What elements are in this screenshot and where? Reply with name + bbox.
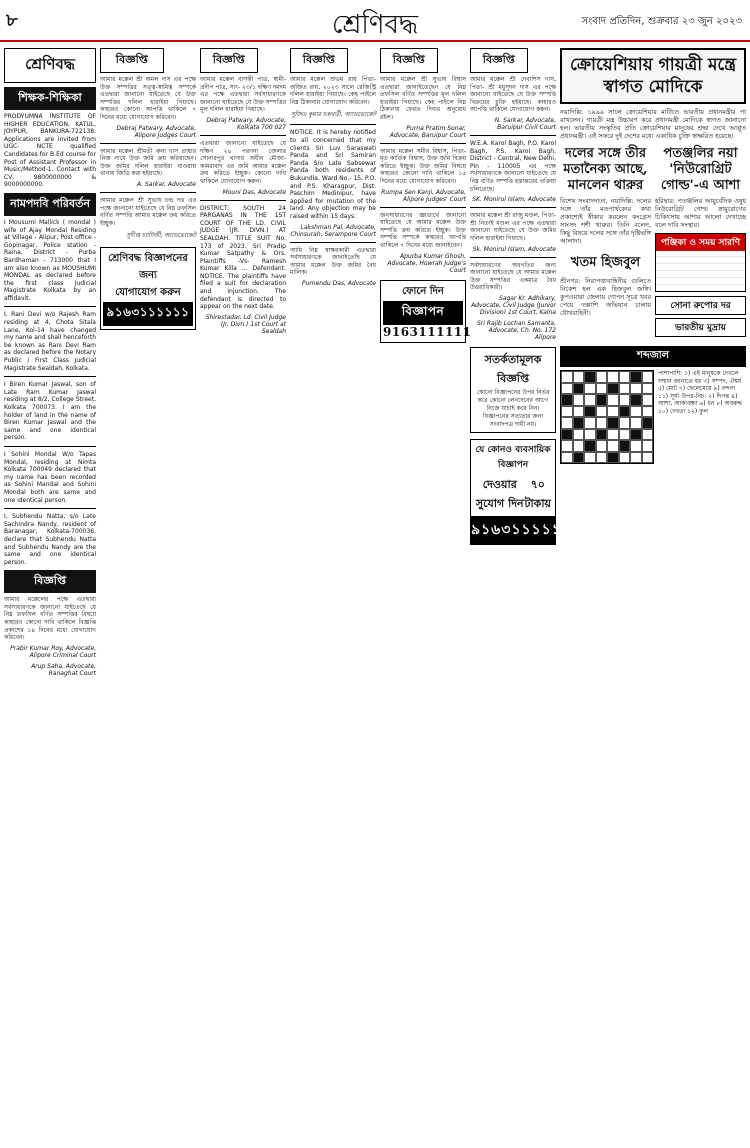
panel-heading: পঞ্জিকা ও সময় সারণি xyxy=(656,234,745,251)
section-title: শ্রেণিবদ্ধ xyxy=(331,10,419,40)
phone-ad-promo xyxy=(380,280,472,343)
court-signature: Shirestadar, Ld. Civil Judge (Jr. Divn.) 1st Court at Sealdah xyxy=(205,313,286,335)
advocate-signature: Lakshman Pal, Advocate, Chinsurah, Serampore Court xyxy=(290,223,376,238)
classified-ad xyxy=(4,513,96,566)
panel-body xyxy=(656,251,745,291)
advocate-signature: Rumpa Sen Kanji, Advocate, Alipore Judges' Court xyxy=(381,188,466,203)
advocate-signature: Sk. Monirul Islam, Advocate xyxy=(472,245,556,253)
ad-text: এতদ্বারা জানানো যাইতেছে যে দক্ষিণ ২৪ পরগনা জেলার সোনারপুর থানার অধীন মৌজা- কামরাবাদ এর জমি আমার মক্কেল ক্রয় করিতে ইচ্ছুক। কোনো দাবি থাকিলে যোগাযোগ করুন। xyxy=(200,139,286,185)
classified-ad xyxy=(200,205,286,311)
story-headline: খতম হিজবুল xyxy=(570,255,641,270)
lead-headline: ক্রোয়েশিয়ায় গায়ত্রী মন্ত্রে স্বাগত মোদিকে xyxy=(560,48,746,104)
ad-text: I Biren Kumar Jaswal, son of Late Ram Kumar Jaswal residing at 8/2, College Street, Kolkata 700073. I am the holder of land in the name of Biren Kumar Jaswal and the same and one identical person. xyxy=(4,381,96,442)
divider xyxy=(200,200,286,201)
notice-tab: বিজ্ঞপ্তি xyxy=(290,48,348,73)
story-text: শ্রীনগর: নিরাপত্তাবাহিনীর গুলিতে নিকেশ হল এক হিজবুল জঙ্গি। কুপওয়ারা জেলায় গোপন সূত্রে খবর পেয়ে তল্লাশি অভিযান চালায় যৌথবাহিনী। xyxy=(560,277,651,317)
classified-ad xyxy=(4,311,96,372)
ad-text: আমার মক্কেল বাসন্তী পাত্র, স্বামী-প্রদীপ পাত্র, সাং- ২৩/১ দক্ষিণ দমদম এর পক্ষে এতদ্বারা সর্বসাধারণকে জানানো যাইতেছে যে উক্ত সম্পত্তির মূল দলিল হারাইয়া গিয়াছে। xyxy=(200,76,286,114)
news-column-left xyxy=(560,140,651,340)
classified-column-3 xyxy=(200,48,286,1142)
ad-text: আমার মক্কেল শুভম রায় পিতা- অজিত রায়, ২০২৩ সালে রেজিস্ট্রি দলিল হারাইয়া গিয়াছে। কেহ পাইলে নিম্ন ঠিকানায় যোগাযোগ করিবেন। xyxy=(290,76,376,106)
classified-ad xyxy=(4,451,96,504)
divider xyxy=(470,257,556,258)
divider xyxy=(4,508,96,509)
promo-phone: ৯১৬৩১১১১১১ xyxy=(103,302,193,326)
divider xyxy=(380,143,466,144)
ad-line: যে কোনও ব্যবসায়িক বিজ্ঞাপন xyxy=(475,444,551,470)
classified-ad xyxy=(4,381,96,442)
column-header: শ্রেণিবদ্ধ xyxy=(4,48,96,83)
almanac-panel xyxy=(655,233,746,292)
advocate-signature: Purnendu Das, Advocate xyxy=(301,279,376,287)
ad-text: আমার মক্কেল সমীর বিশ্বাস, পিতা- মৃত কার্তিক বিশ্বাস, উক্ত জমি বিক্রয় করিতে ইচ্ছুক। উক্ত জমির বিষয়ে কাহারও কোনো দাবি থাকিলে ১৫ দিনের মধ্যে যোগাযোগ করিবেন। xyxy=(380,147,466,185)
section-heading-notice: বিজ্ঞপ্তি xyxy=(4,570,96,593)
ad-text: আমার মক্কেলের পক্ষে এতদ্বারা সর্বসাধারণকে জানানো যাইতেছে যে নিম্ন তফসিল বর্ণিত সম্পত্তির বিষয়ে কাহারও কোনো দাবি থাকিলে বিজ্ঞপ্তি প্রকাশের ১৪ দিনের মধ্যে যোগাযোগ করিবেন। xyxy=(4,596,96,642)
ad-text: W.E.A. Karol Bagh, P.O. Karol Bagh, P.S. Karol Bagh, District - Central, New Delhi, Pin - 110005 এর পক্ষে সর্বসাধারণকে জানানো যাইতেছে যে নিম্ন বর্ণিত সম্পত্তি হস্তান্তরের প্রক্রিয়া চলিতেছে। xyxy=(470,139,556,193)
advocate-signature: A. Sarkar, Advocate xyxy=(136,180,196,188)
advocate-signature: সুদীপ্ত চ্যাটার্জী, অ্যাডভোকেট xyxy=(126,232,196,240)
business-ad-promo xyxy=(470,439,572,545)
notice-tab: বিজ্ঞপ্তি xyxy=(470,48,528,73)
ad-line: দেওয়ার সুযোগ দিন xyxy=(475,477,524,510)
story-headline: পতঞ্জলির নয়া 'নিউরোগ্রিট গোল্ড'-এ আশা xyxy=(660,146,741,193)
ad-text: I Sohini Mondal W/o Tapas Mondal, residing at Nimta Kolkata 700049 declared that my name has been recorded as Sohini Mandal and Sohini Mondal both are same and one identical person. xyxy=(4,450,96,504)
ad-text: আমার মক্কেল শ্রী সুভাষ বিশ্বাস এতদ্বারা জানাইতেছেন যে নিম্ন তফসিল বর্ণিত সম্পত্তির মূল দলিল হারাইয়া গিয়াছে। কেহ পাইলে নিম্ন ঠিকানায় ফেরত দিবার অনুরোধ রইল। xyxy=(380,76,466,121)
crossword-clues: পাশাপাশি: ১) এই মানুষকে দেখলে সম্মান জানাতে হয় ৩) সম্পদ, ঐশ্বর্য ৫) মোট ৭) ছেলেমেয়ে ৯) বন্দনা ১১) সূর্য। উপর-নিচ: ২) দিগন্ত ৪) আশা, আকাঙ্ক্ষা ৬) ধন ৮) অবরুদ্ধ ১০) দেবতা ১২) ফুল xyxy=(658,370,743,415)
ad-text: আমার মক্কেল শ্রীমতী রুনা দাস তাহার নিজ নামে উক্ত জমি ক্রয় করিয়াছেন। উক্ত জমির দলিল হারাইয়া যাওয়ায় থানায় জিডি করা হইয়াছে। xyxy=(100,147,196,178)
section-heading-name-change: নামপদবি পরিবর্তন xyxy=(4,193,96,216)
classified-ad xyxy=(290,76,376,106)
divider xyxy=(4,376,96,377)
classified-ad xyxy=(380,76,466,122)
promo-line: শ্রেণিবদ্ধ বিজ্ঞাপনের জন্য xyxy=(108,253,188,282)
advocate-signature: Sagar Kr. Adhikary, Advocate, Civil Judge (Junior Division) 1st Court, Kalna xyxy=(471,294,556,316)
advocate-signature: Purna Pratim Sonar, Advocate, Baruipur Court xyxy=(389,124,466,139)
classified-column-5 xyxy=(380,48,472,1142)
classified-ad xyxy=(200,140,286,186)
advocate-signature: Debraj Patwary, Advocate, Alipore Judges Court xyxy=(116,124,196,139)
news-columns xyxy=(560,140,746,340)
advocate-signature: Mouni Das, Advocate xyxy=(222,188,286,196)
story-text: বিশেষ সংবাদদাতা, নয়াদিল্লি: দলের সঙ্গে তাঁর মতপার্থক্যের কথা প্রকাশ্যেই স্বীকার করলেন কংগ্রেস সাংসদ শশী থারুর। তিনি বলেন, কিছু বিষয়ে দলের সঙ্গে তাঁর দৃষ্টিভঙ্গি আলাদা। xyxy=(560,197,651,245)
currency-heading: ভারতীয় মুদ্রায় xyxy=(655,318,746,337)
advocate-signature: SK. Monirul Islam, Advocate xyxy=(472,196,556,204)
ad-text: আমার মক্কেল শ্রী সুভাষ চন্দ্র দত্ত এর পক্ষে জানানো যাইতেছে যে নিম্ন তফসিল বর্ণিত সম্পত্তি আমার মক্কেল ক্রয় করিতে ইচ্ছুক। xyxy=(100,196,196,227)
advocate-signature: N. Sarkar, Advocate, Baruipur Civil Court xyxy=(494,116,556,131)
classified-column-4 xyxy=(290,48,376,1142)
advocate-signature: Prabir Kumar Roy, Advocate, Alipore Criminal Court xyxy=(10,644,96,659)
divider xyxy=(4,306,96,307)
ad-text: I Mousumi Mallick ( mondal ) wife of Ajay Mondal Residing at Village - Alipur, Post office - Gopinagar, Police station - Raina, District - Purba Bardhaman - 713000 that I am also known as MOUSHUMI MONDAL as declared before the first class Judicial Magistrate Kolkata by an affidavit. xyxy=(4,218,96,302)
classified-column-1 xyxy=(4,48,96,1142)
dateline: সংবাদ প্রতিদিন, শুক্রবার ২৩ জুন ২০২৩ xyxy=(581,16,742,27)
advocate-signature: Apurba Kumar Ghosh, Advocate, Howrah Judge's Court xyxy=(387,252,466,274)
notice-tab: বিজ্ঞপ্তি xyxy=(100,48,164,73)
divider xyxy=(100,192,196,193)
masthead xyxy=(0,0,750,42)
page-number: ৮ xyxy=(6,10,18,31)
classified-ad xyxy=(100,148,196,178)
ad-text: আমি নিম্ন স্বাক্ষরকারী এতদ্বারা সর্বসাধারণকে জানাইতেছি যে আমার মক্কেল উক্ত জমির বৈধ মালিক। xyxy=(290,246,376,277)
ad-text: আমার মক্কেল শ্রী রাজু মণ্ডল, পিতা- শ্রী নিতাই মণ্ডল এর পক্ষে এতদ্বারা জানানো যাইতেছে যে উক্ত জমির দলিল হারাইয়া গিয়াছে। xyxy=(470,212,556,242)
divider xyxy=(100,143,196,144)
advocate-signature: Arup Saha, Advocate, Ranaghat Court xyxy=(31,662,96,677)
news-column-right xyxy=(655,140,746,340)
divider xyxy=(380,207,466,208)
classified-ad xyxy=(290,129,376,220)
classified-ad xyxy=(380,148,466,186)
ad-text: I, Rani Devi w/o Rajesh Ram residing at 4, Chota Sitala Lane, Kol-14 have changed my name and shall henceforth be known as Rani Devi Ram as declared before the Notary Public / First Class Judicial Magistrate Sealdah, Kolkata. xyxy=(4,311,96,372)
notice-tab: বিজ্ঞপ্তি xyxy=(380,48,438,73)
gold-rate-heading: সোনা রুপোর দর xyxy=(655,296,746,315)
classified-ad xyxy=(470,262,556,292)
ad-text: সর্বসাধারণের অবগতির জন্য জানানো যাইতেছে যে আমার মক্কেল উক্ত সম্পত্তির একমাত্র বৈধ উত্তরাধিকারী। xyxy=(470,261,556,292)
classified-ad xyxy=(470,76,556,114)
divider xyxy=(470,135,556,136)
lead-story-text: নয়াদিল্লি: ১৯৯৯ সালে ক্রোয়েশিয়ার মাটিতে ভারতীয় প্রধানমন্ত্রীর পা রাখলেন। গায়ত্রী মন্ত্র উচ্চারণ করে প্রধানমন্ত্রী মোদিকে স্বাগত জানানো হল। ভারতীয় সংস্কৃতির প্রতি ক্রোয়েশিয়ার মানুষের শ্রদ্ধা দেখে আপ্লুত প্রধানমন্ত্রী। এই সফরে দুই দেশের মধ্যে একাধিক চুক্তি স্বাক্ষরিত হয়েছে। xyxy=(560,108,746,140)
classified-ad xyxy=(470,140,556,193)
ad-phone: ৯১৬৩১১১১১১ xyxy=(471,516,555,544)
classified-ad xyxy=(100,76,196,122)
crossword xyxy=(560,370,746,464)
classified-ad xyxy=(380,212,466,250)
classified-ad xyxy=(290,247,376,277)
classified-column-2 xyxy=(100,48,196,1142)
promo-line: বিজ্ঞাপন xyxy=(383,301,463,325)
ad-text: আমার মক্কেল শ্রী দেবাশিস দাস, পিতা- শ্রী মধুসূদন দাস এর পক্ষে জানানো যাইতেছে যে উক্ত সম্পত্তি বিক্রয়ের চুক্তি হইয়াছে। কাহারও আপত্তি থাকিলে যোগাযোগ করুন। xyxy=(470,76,556,114)
news-section xyxy=(560,48,746,1142)
divider xyxy=(290,242,376,243)
caution-heading: সতর্কতামূলক বিজ্ঞপ্তি xyxy=(484,352,542,385)
divider xyxy=(470,207,556,208)
classified-column-6 xyxy=(470,48,572,1142)
classified-ad xyxy=(4,219,96,303)
promo-phone: 9163111111 xyxy=(383,324,472,339)
caution-text: কোনো বিজ্ঞাপনের উপর নির্ভর করে কোনো লেনদেনের আগে নিজে যাচাই করে নিন। বিজ্ঞাপনের সত্যতার জন্য সংবাদপত্র দায়ী নয়। xyxy=(476,388,550,428)
divider xyxy=(4,446,96,447)
crossword-grid[interactable] xyxy=(560,370,654,464)
caution-notice xyxy=(470,347,556,433)
ad-price-row xyxy=(471,474,555,516)
ad-text: PRODYUMNA INSTITUTE OF HIGHER EDUCATION, KATUL, JOYPUR, BANKURA-722138. Applications are invited from UGC- NCTE qualified Candidates for B.Ed course for Post of Assistant Professor in Music/Method-1. Contact with CV, 9800000000 & 9000000000. xyxy=(4,113,96,189)
divider xyxy=(290,124,376,125)
promo-line: ফোনে দিন xyxy=(402,285,444,297)
story-text: হরিদ্বার: পতঞ্জলির আয়ুর্বেদিক ওষুধ নিউরোগ্রিট গোল্ড স্নায়ুরোগের চিকিৎসায় আশার আলো দেখাচ্ছে বলে দাবি সংস্থার। xyxy=(655,197,746,229)
ad-price: ৭০ টাকায় xyxy=(524,477,552,510)
advocate-signature: Sri Rajib Lochan Samanta, Advocate, Ch. No. 172 Alipore xyxy=(477,319,556,341)
notice-tab: বিজ্ঞপ্তি xyxy=(200,48,258,73)
promo-line: যোগাযোগ করুন xyxy=(115,287,181,299)
classified-ad xyxy=(4,596,96,642)
advocate-signature: Debraj Patwary, Advocate, Kolkata 700 027 xyxy=(206,116,286,131)
ad-text: NOTICE. It is hereby notified to all concerned that my clients Sri Luv Saraswati Panda and Sri Samiran Panda S/o Late Sabsewar Panda both residents of Bukundia, Ward No.- 15, P.O. and P.S. Kharagpur, Dist. Paschim Medinipur, have applied for mutation of the land. Any objection may be raised within 15 days. xyxy=(290,129,376,220)
ad-text: DISTRICT: SOUTH 24 PARGANAS IN THE 1ST COURT OF THE LD. CIVIL JUDGE (JR. DIVN.) AT SEALDAH. TITLE SUIT No. 173 of 2023. Sri Pradip Kumar Satpathy & Ors. Plaintiffs -Vs- Ramesh Kumar Killa ... Defendant. NOTICE. The plaintiffs have filed a suit for declaration and injunction. The defendant is directed to appear on the next date. xyxy=(200,204,286,311)
classified-ad xyxy=(100,197,196,227)
section-heading-teachers: শিক্ষক-শিক্ষিকা xyxy=(4,87,96,110)
classified-ad xyxy=(200,76,286,114)
classified-ad xyxy=(4,113,96,189)
ad-text: জনসাধারণের জ্ঞাতার্থে জানানো যাইতেছে যে আমার মক্কেল উক্ত সম্পত্তি ক্রয় করিতে ইচ্ছুক। উক্ত সম্পত্তি সম্পর্কে কাহারও আপত্তি থাকিলে ৭ দিনের মধ্যে জানাইবেন। xyxy=(380,211,466,249)
classified-contact-promo xyxy=(100,247,196,330)
classified-ad xyxy=(470,212,556,242)
advocate-signature: সুজিত কুমার চক্রবর্তী, অ্যাডভোকেট xyxy=(290,111,376,119)
story-headline: দলের সঙ্গে তীর মতানৈক্য আছে, মানলেন থারুর xyxy=(563,146,648,193)
ad-text: I, Subhendu Natta, s/o Late Sachindra Nandy, resident of Baranagar, Kolkata-700036, declare that Subhendu Natta and Subhendu Nandy are the same and one identical person. xyxy=(4,513,96,566)
divider xyxy=(200,135,286,136)
crossword-title: শব্দজাল xyxy=(560,346,746,367)
ad-text: আমার মক্কেল শ্রী অমল দাস এর পক্ষে উক্ত সম্পত্তির সত্ত্ব-স্বামিত্ব সম্পর্কে এতদ্বারা জানানো যাইতেছে যে উক্ত সম্পত্তির দলিল হারাইয়া গিয়াছে। কাহারও কোনো আপত্তি থাকিলে ৭ দিনের মধ্যে যোগাযোগ করিবেন। xyxy=(100,76,196,121)
